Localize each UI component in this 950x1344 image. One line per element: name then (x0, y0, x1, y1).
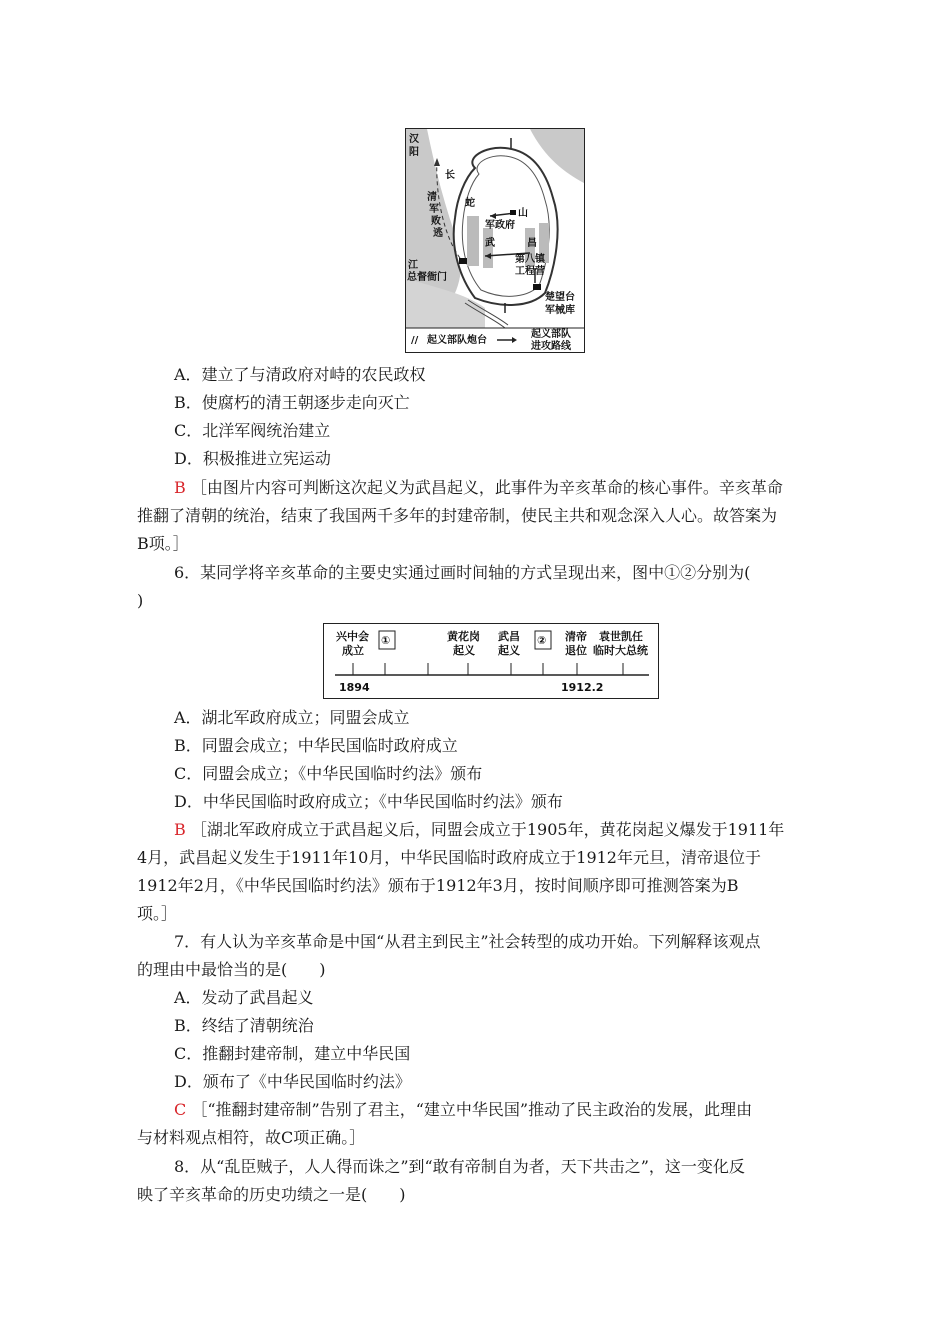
q7-option-b: B．终结了清朝统治 (174, 1016, 314, 1035)
q6-explanation-4: 项。］ (137, 904, 178, 923)
q8-stem-2: 映了辛亥革命的历史功绩之一是( ) (137, 1185, 406, 1204)
q5-answer-line-1 (174, 478, 783, 498)
q5-explanation-3: B项。］ (137, 534, 189, 553)
event-qingdi-2: 退位 (565, 644, 587, 657)
year-start: 1894 (339, 681, 370, 694)
event-xingzhonghui-2: 成立 (342, 644, 364, 657)
arsenal-marker (533, 284, 541, 290)
q8-stem-1: 8．从“乱臣贼子，人人得而诛之”到“敢有帝制自为者，天下共击之”，这一变化反 (174, 1157, 745, 1176)
label-qing-3: 败 (431, 216, 441, 227)
label-jiang: 江 (408, 260, 418, 271)
q7-option-d: D．颁布了《中华民国临时约法》 (174, 1072, 411, 1091)
label-zong-du-ya-men: 总督衙门 (407, 272, 447, 283)
q6-option-b: B．同盟会成立；中华民国临时政府成立 (174, 736, 458, 755)
governor-office-marker (459, 258, 467, 264)
q6-option-a: A．湖北军政府成立；同盟会成立 (174, 708, 410, 727)
q6-explanation-1: ［湖北军政府成立于武昌起义后，同盟会成立于1905年，黄花岗起义爆发于1911年 (190, 820, 785, 839)
event-yuanshikai-2: 临时大总统 (593, 644, 648, 657)
q5-explanation-1: ［由图片内容可判断这次起义为武昌起义，此事件为辛亥革命的核心事件。辛亥革命 (190, 478, 783, 497)
label-yang: 阳 (409, 147, 419, 158)
event-huanghuagang-1: 黄花岗 (447, 630, 480, 643)
marker-2: ② (537, 634, 547, 647)
q5-option-a: A．建立了与清政府对峙的农民政权 (174, 365, 426, 384)
block (467, 216, 479, 266)
label-chang: 长 (445, 170, 455, 181)
q5-option-b: B．使腐朽的清王朝逐步走向灭亡 (174, 393, 410, 412)
q6-explanation-2: 4月，武昌起义发生于1911年10月，中华民国临时政府成立于1912年元旦，清帝退位于 (137, 848, 761, 867)
q7-answer-line-1 (174, 1100, 752, 1120)
label-chu-wang-tai: 楚望台 (545, 292, 575, 303)
legend-artillery-symbol: // (411, 335, 419, 346)
legend-route-2: 进攻路线 (531, 341, 571, 352)
label-jun-zheng-fu: 军政府 (485, 220, 515, 231)
label-gong-cheng-ying: 工程营 (515, 266, 545, 277)
label-she: 蛇 (465, 198, 475, 209)
q6-stem-1: 6．某同学将辛亥革命的主要史实通过画时间轴的方式呈现出来，图中①②分别为( (174, 563, 751, 582)
label-shan: 山 (518, 208, 528, 219)
label-han: 汉 (409, 134, 419, 145)
q6-answer-line-1 (174, 820, 784, 840)
label-jun-xie-ku: 军械库 (545, 305, 575, 316)
year-end: 1912.2 (561, 681, 604, 694)
q6-answer-letter: B (174, 820, 186, 839)
label-qing-4: 逃 (433, 228, 443, 239)
q5-explanation-2: 推翻了清朝的统治，结束了我国两千多年的封建帝制，使民主共和观念深入人心。故答案为 (137, 506, 778, 525)
label-wu: 武 (485, 238, 495, 249)
legend-artillery: 起义部队炮台 (427, 335, 487, 346)
q7-option-a: A．发动了武昌起义 (174, 988, 314, 1007)
marker-1: ① (381, 634, 391, 647)
event-wuchang-1: 武昌 (498, 630, 520, 643)
q5-option-c: C．北洋军阀统治建立 (174, 421, 331, 440)
event-xingzhonghui-1: 兴中会 (336, 630, 369, 643)
q7-stem-2: 的理由中最恰当的是( ) (137, 960, 326, 979)
legend-route-1: 起义部队 (531, 329, 571, 340)
label-di-ba-zhen: 第八镇 (515, 254, 545, 265)
q7-answer-letter: C (174, 1100, 187, 1119)
q6-explanation-3: 1912年2月，《中华民国临时约法》颁布于1912年3月，按时间顺序即可推测答案为B (137, 876, 739, 895)
label-chang2: 昌 (527, 238, 537, 249)
q6-option-c: C．同盟会成立；《中华民国临时约法》颁布 (174, 764, 483, 783)
q6-stem-2: ) (137, 591, 144, 610)
q6-option-d: D．中华民国临时政府成立；《中华民国临时约法》颁布 (174, 792, 563, 811)
event-huanghuagang-2: 起义 (453, 644, 475, 657)
event-qingdi-1: 清帝 (565, 630, 587, 643)
q7-explanation-2: 与材料观点相符，故C项正确。］ (137, 1128, 366, 1147)
mountain-marker (510, 210, 516, 215)
event-yuanshikai-1: 袁世凯任 (599, 630, 643, 643)
q7-explanation-1: ［“推翻封建帝制”告别了君主，“建立中华民国”推动了民主政治的发展，此理由 (191, 1100, 753, 1119)
label-qing-2: 军 (429, 204, 439, 215)
q5-answer-letter: B (174, 478, 186, 497)
wuchang-uprising-map (405, 128, 585, 353)
q5-option-d: D．积极推进立宪运动 (174, 449, 331, 468)
q7-stem-1: 7．有人认为辛亥革命是中国“从君主到民主”社会转型的成功开始。下列解释该观点 (174, 932, 761, 951)
q7-option-c: C．推翻封建帝制，建立中华民国 (174, 1044, 411, 1063)
revolution-timeline (323, 623, 659, 699)
event-wuchang-2: 起义 (498, 644, 520, 657)
label-qing-1: 清 (427, 192, 437, 203)
